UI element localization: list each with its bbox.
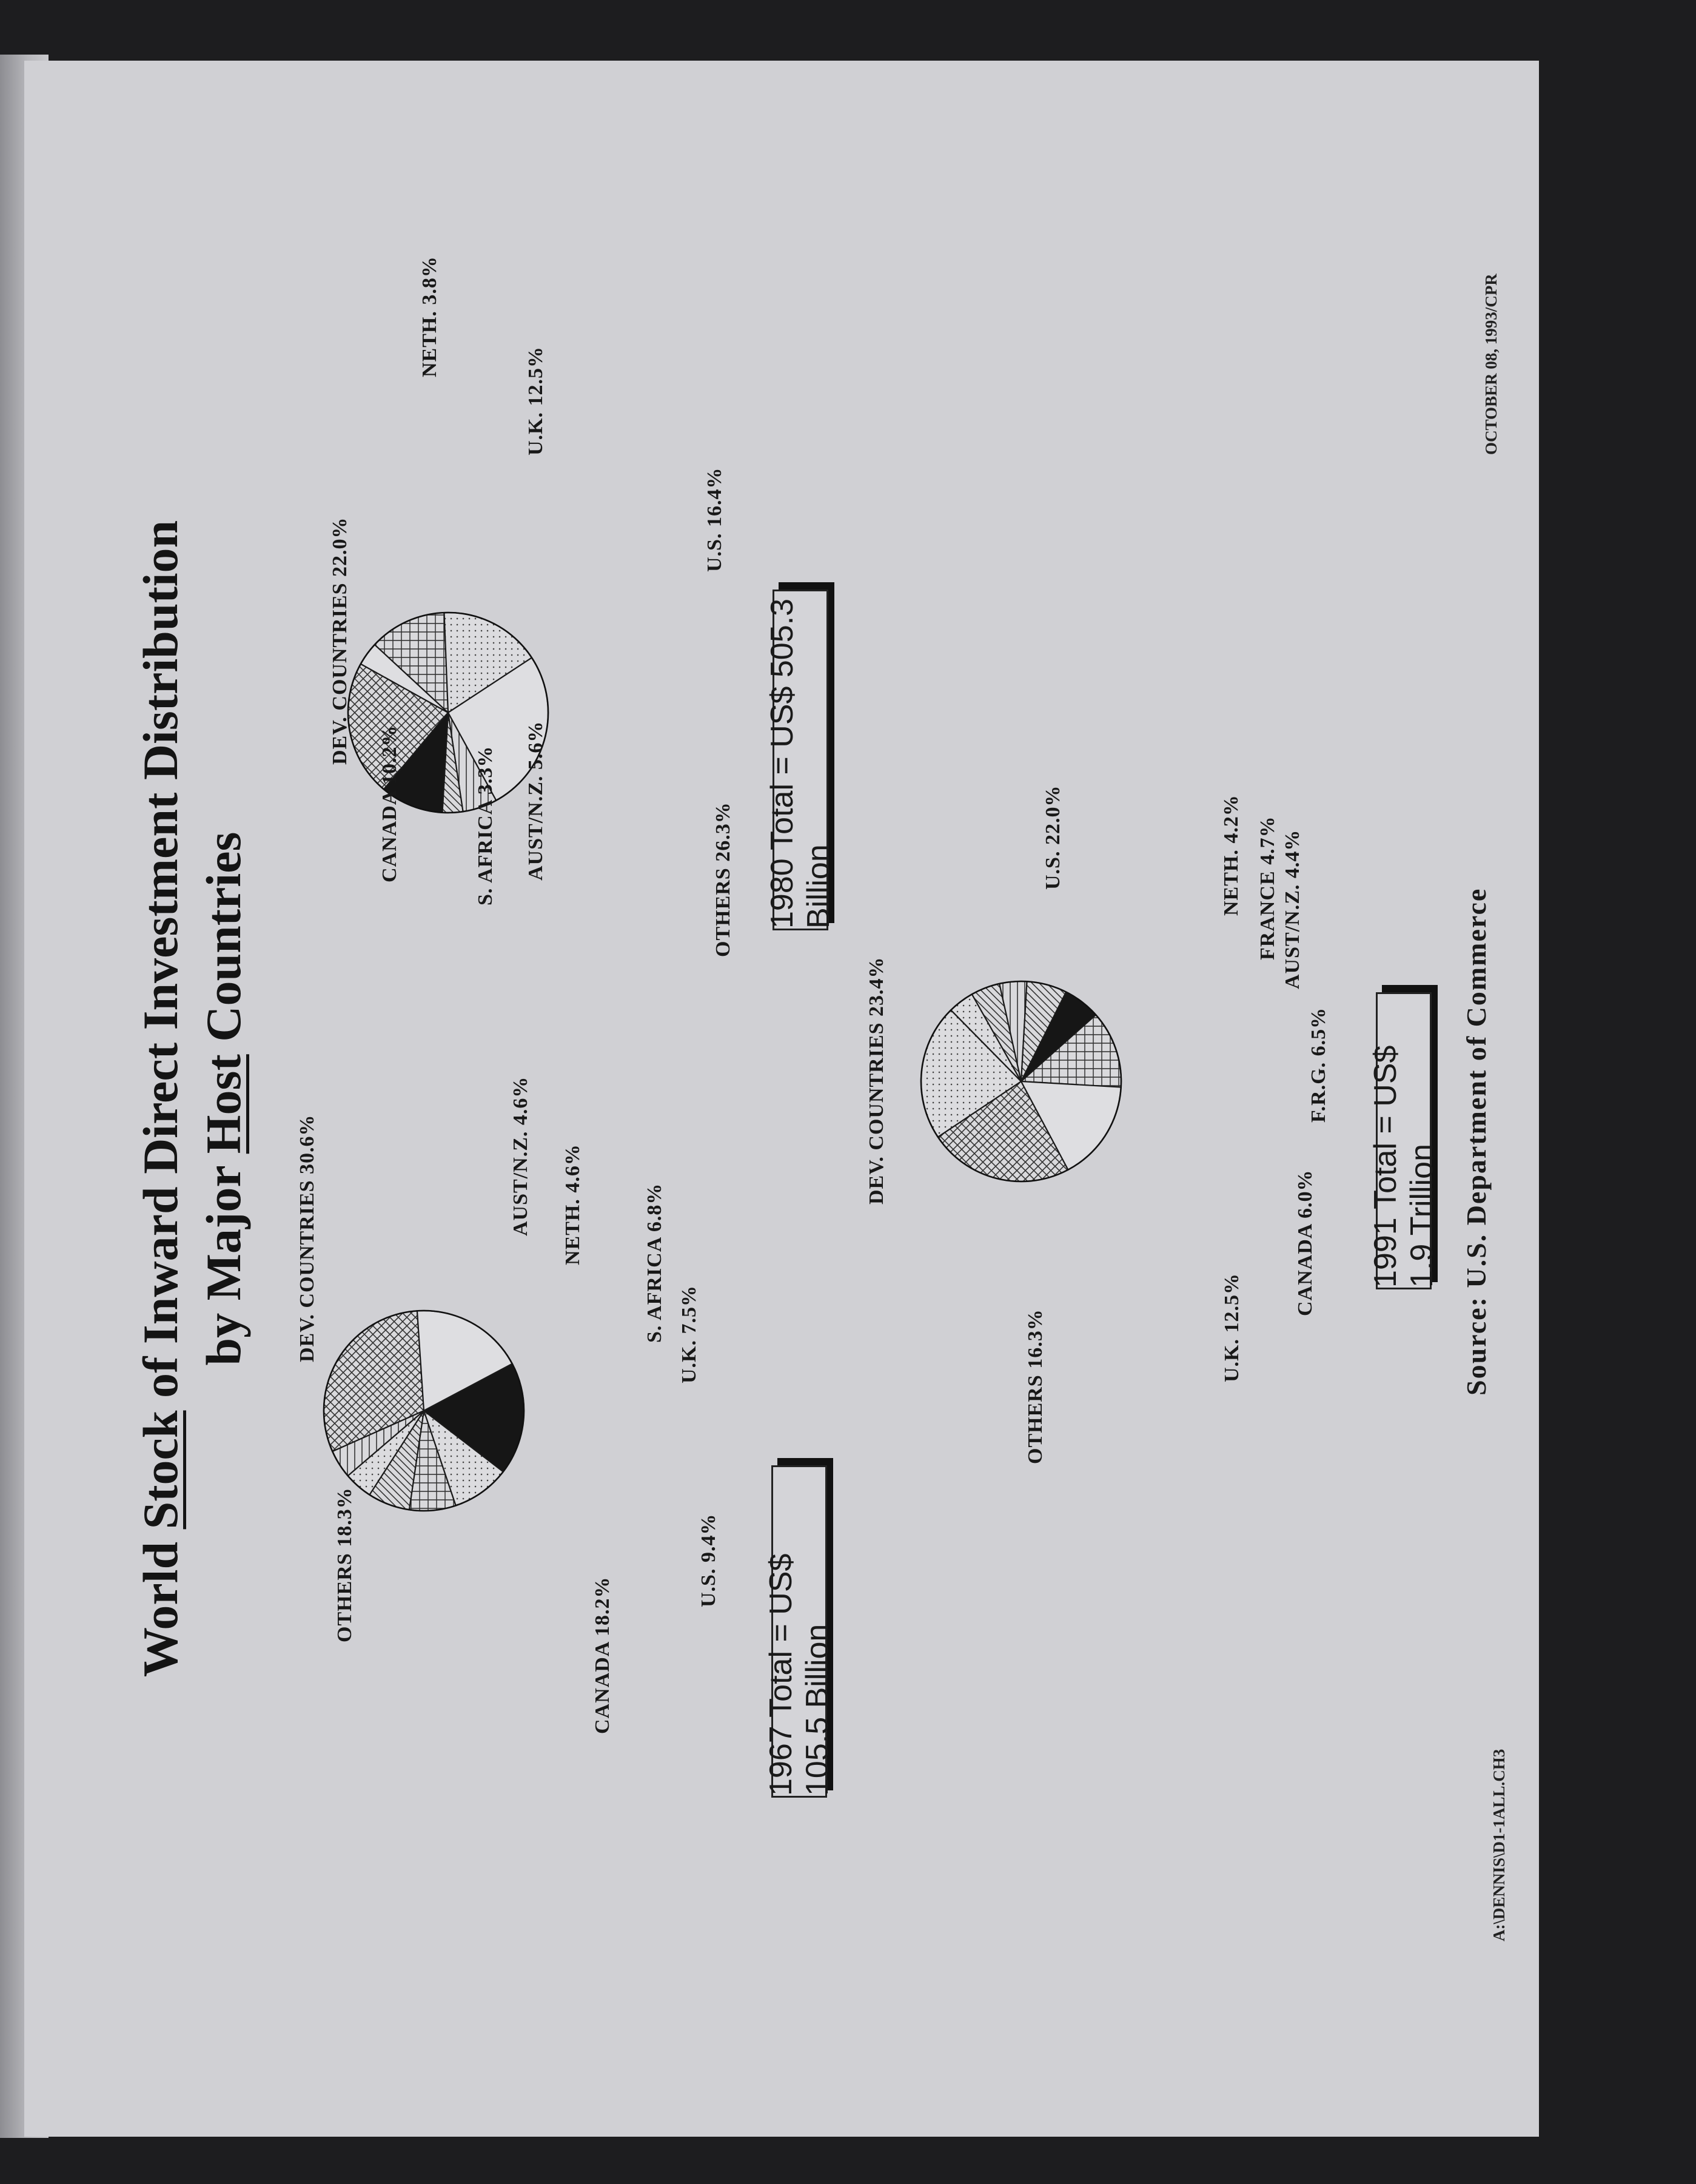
label-1967-s-africa: S. AFRICA 6.8% <box>643 1183 666 1343</box>
label-1967-aust-nz: AUST/N.Z. 4.6% <box>509 1076 532 1236</box>
pie-chart-1967 <box>321 1308 527 1514</box>
label-1980-neth: NETH. 3.8% <box>418 256 441 377</box>
pie-chart-1991 <box>918 978 1124 1184</box>
total-box-1991: 1991 Total = US$ 1.9 Trillion <box>1376 992 1432 1289</box>
label-1967-us: U.S. 9.4% <box>697 1513 720 1607</box>
title-word-host: Host <box>196 1054 251 1154</box>
title-rest-1: of Inward Direct Investment Distribution <box>133 520 188 1398</box>
date-reference: OCTOBER 08, 1993/CPR <box>1482 274 1500 455</box>
label-1991-others: OTHERS 16.3% <box>1024 1309 1047 1464</box>
label-1980-uk: U.K. 12.5% <box>525 346 547 455</box>
label-1967-uk: U.K. 7.5% <box>678 1285 700 1383</box>
title-word-by-major: by Major <box>196 1166 251 1366</box>
label-1991-us: U.S. 22.0% <box>1042 785 1064 890</box>
label-1967-dev-countries: DEV. COUNTRIES 30.6% <box>296 1114 318 1362</box>
label-1991-neth: NETH. 4.2% <box>1220 795 1242 916</box>
source-note: Source: U.S. Department of Commerce <box>1461 887 1492 1396</box>
label-1980-aust-nz: AUST/N.Z. 5.6% <box>525 721 547 881</box>
label-1980-dev-countries: DEV. COUNTRIES 22.0% <box>329 517 351 765</box>
total-box-1967: 1967 Total = US$ 105.5 Billion <box>771 1465 827 1798</box>
total-box-1980: 1980 Total = US$ 505.3 Billion <box>773 590 828 930</box>
label-1991-frg: F.R.G. 6.5% <box>1307 1007 1330 1123</box>
chart-title-line-2 <box>195 61 252 2137</box>
label-1991-france: FRANCE 4.7% <box>1256 816 1279 960</box>
label-1980-us: U.S. 16.4% <box>703 467 726 572</box>
title-word-stock: Stock <box>133 1410 188 1530</box>
title-word-countries: Countries <box>196 832 251 1042</box>
label-1991-dev-countries: DEV. COUNTRIES 23.4% <box>865 956 888 1205</box>
label-1967-canada: CANADA 18.2% <box>591 1576 614 1734</box>
label-1967-others: OTHERS 18.3% <box>334 1487 356 1642</box>
label-1980-canada: CANADA 10.2% <box>378 725 401 882</box>
label-1980-others: OTHERS 26.3% <box>712 802 734 957</box>
label-1967-neth: NETH. 4.6% <box>561 1144 584 1265</box>
label-1991-canada: CANADA 6.0% <box>1294 1169 1316 1316</box>
rotated-page-content <box>24 61 1539 2137</box>
file-reference: A:\DENNIS\D1-1ALL.CH3 <box>1490 1749 1508 1941</box>
label-1980-s-africa: S. AFRICA 3.3% <box>474 745 497 906</box>
label-1991-uk: U.K. 12.5% <box>1221 1273 1243 1382</box>
pie-chart-1980 <box>345 610 551 816</box>
chart-title-line-1 <box>132 61 189 2137</box>
title-word-world: World <box>133 1541 188 1678</box>
label-1991-aust-nz: AUST/N.Z. 4.4% <box>1281 829 1304 989</box>
